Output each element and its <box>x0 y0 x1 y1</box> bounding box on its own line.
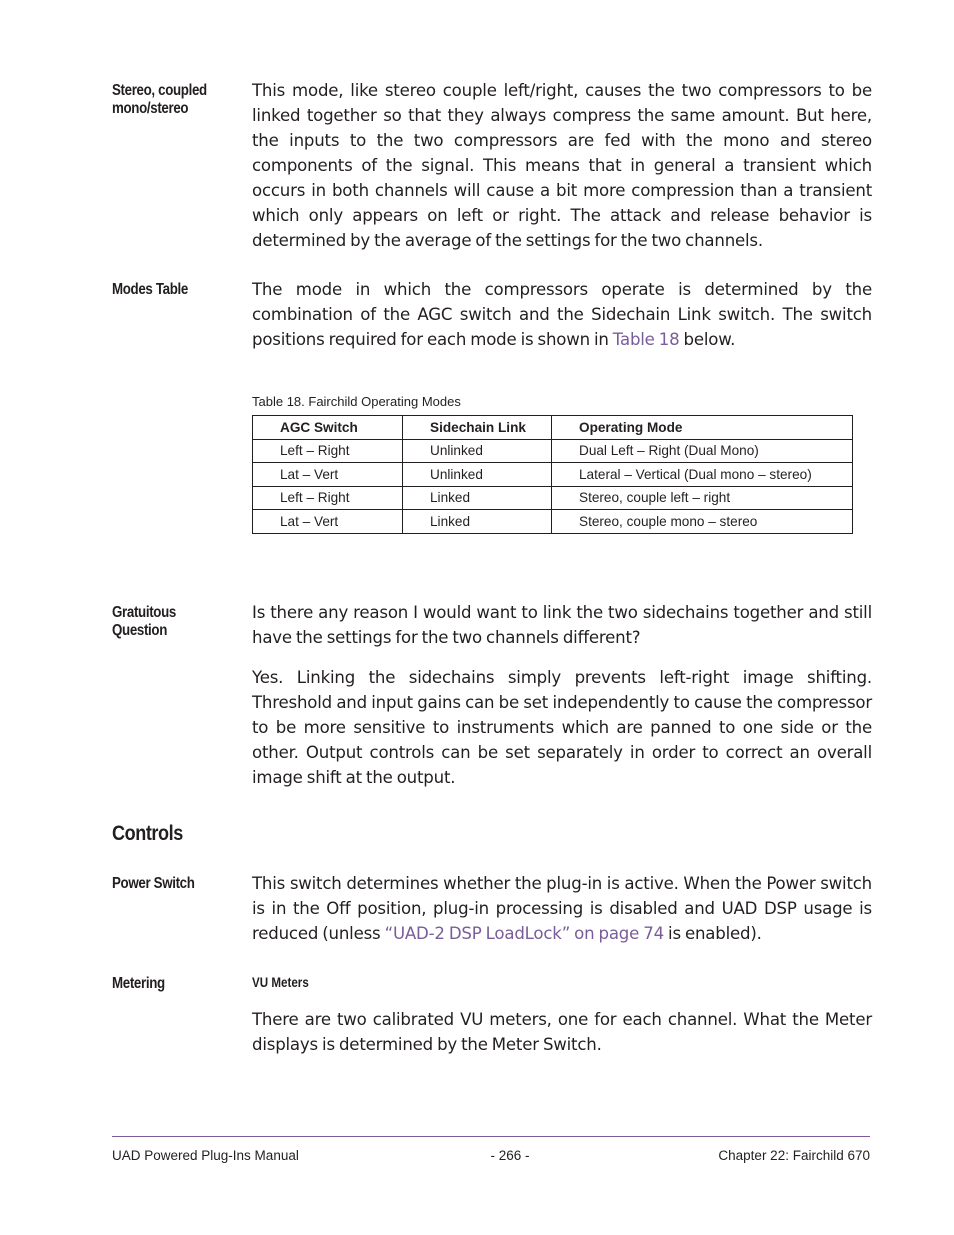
modes-text-after: below. <box>679 330 736 349</box>
power-text-after: is enabled). <box>663 924 762 943</box>
footer-rule <box>112 1136 870 1137</box>
table-cell: Lat – Vert <box>253 463 403 487</box>
label-line: Gratuitous <box>112 604 176 621</box>
table-header-row <box>253 416 853 440</box>
label-line: mono/stereo <box>112 100 189 117</box>
table-cell: Unlinked <box>403 439 552 463</box>
footer-chapter: Chapter 22: Fairchild 670 <box>718 1148 870 1163</box>
table-cell: Lat – Vert <box>253 510 403 534</box>
gratuitous-question-paragraph: Is there any reason I would want to link the two sidechains together and still have the settings for the two channels different? <box>252 603 872 647</box>
table-cell: Unlinked <box>403 463 552 487</box>
table-row <box>253 510 853 534</box>
label-line: Stereo, coupled <box>112 82 207 99</box>
table-header-cell: Sidechain Link <box>403 416 552 440</box>
table-caption: Table 18. Fairchild Operating Modes <box>252 394 461 409</box>
power-switch-paragraph <box>252 871 872 946</box>
gratuitous-answer-paragraph: Yes. Linking the sidechains simply prevents left-right image shifting. Threshold and input gains can be set independently to cause the compressor to be more sensitive to instruments which are panned to one side or the other. Output controls can be set separately in order to correct an overall image shift at the output. <box>252 668 872 787</box>
section-label-power-switch: Power Switch <box>112 875 195 892</box>
table-row <box>253 463 853 487</box>
table-header-cell: AGC Switch <box>253 416 403 440</box>
section-label-modes-table: Modes Table <box>112 281 188 298</box>
table-cell: Dual Left – Right (Dual Mono) <box>552 439 853 463</box>
controls-heading: Controls <box>112 822 183 845</box>
modes-table-paragraph <box>252 277 872 352</box>
metering-paragraph: There are two calibrated VU meters, one for each channel. What the Meter displays is determined by the Meter Switch. <box>252 1010 872 1054</box>
power-text-before: This switch determines whether the plug-in is active. When the Power switch is in the Off position, plug-in processing is disabled and UAD DSP usage is reduced (unless <box>252 874 872 943</box>
table-row <box>253 486 853 510</box>
table-cell: Left – Right <box>253 486 403 510</box>
table-row <box>253 439 853 463</box>
table-header-cell: Operating Mode <box>552 416 853 440</box>
footer-page-number: - 266 - <box>490 1148 530 1163</box>
loadlock-link[interactable]: “UAD-2 DSP LoadLock” on page 74 <box>384 924 664 943</box>
section-label-metering: Metering <box>112 975 165 992</box>
table-cell: Linked <box>403 510 552 534</box>
table-cell: Stereo, couple mono – stereo <box>552 510 853 534</box>
section-label-stereo-coupled <box>112 82 222 118</box>
table-cell: Left – Right <box>253 439 403 463</box>
table-cell: Linked <box>403 486 552 510</box>
stereo-coupled-paragraph: This mode, like stereo couple left/right, causes the two compressors to be linked together so that they always compress the same amount. But here, the inputs to the two compressors are fed with the mono and stereo components of the signal. This means that in general a transient which occurs in both channels will cause a bit more compression than a transient which only appears on left or right. The attack and release behavior is determined by the average of the settings for the two channels. <box>252 81 872 250</box>
table-18-link[interactable]: Table 18 <box>612 330 680 349</box>
label-line: Question <box>112 622 168 639</box>
modes-text-before: The mode in which the compressors operate is determined by the combination of the AGC switch and the Sidechain Link switch. The switch positions required for each mode is shown in <box>252 280 872 349</box>
table-cell: Lateral – Vertical (Dual mono – stereo) <box>552 463 853 487</box>
table-cell: Stereo, couple left – right <box>552 486 853 510</box>
section-label-gratuitous-question <box>112 604 222 640</box>
vu-meters-subheading: VU Meters <box>252 975 309 990</box>
operating-modes-table <box>252 415 853 534</box>
footer-manual-title: UAD Powered Plug-Ins Manual <box>112 1148 299 1163</box>
